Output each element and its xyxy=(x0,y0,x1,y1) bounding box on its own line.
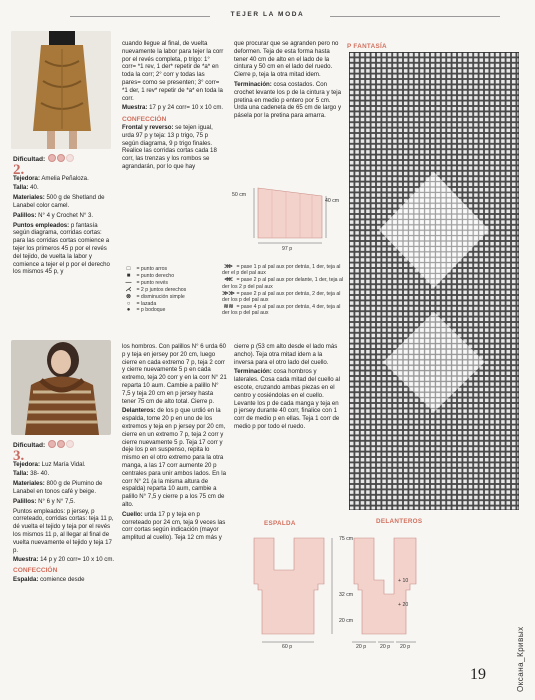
fantasia-title: P FANTASÍA xyxy=(347,43,387,50)
legend-item: ■ = punto derecho xyxy=(122,273,222,279)
instruction-paragraph: Delanteros: de los p que urdió en la espalda, tome 20 p en uno de los extremos y teja en p jersey por 20 cm, cierre en un extremo 7 p, teja 2 corr y cierre nuevamente 5 p. Teja 17 corr y deje los p en suspenso, repita lo mismo en el otro extremo para la otra manga, a las 17 corr aumente 20 p centrales para unir ambos lados. En la corr N° 21 (a la misma altura de espalda) reparta 10 aum, cambie a palillo N° 7,5 y cierre p a los 75 cm de alto. xyxy=(122,407,226,508)
stitch-symbol-icon: ≋≋ xyxy=(223,303,234,310)
instruction-paragraph: Palillos: N° 4 y Crochet N° 3. xyxy=(13,211,94,219)
instruction-paragraph: cuando llegue al final, de vuelta nuevamente la labor para tejer la corr por el revés completa, p trigo: 1° corr= *1 rev, 1 der* repetir de *a* en toda la corr; 2° corr y todas las pares= como se presenten; 3° corr= *1 der, 1 rev* repetir de *a* en toda la corr. xyxy=(122,40,224,102)
stitch-symbol-icon: ⋘ xyxy=(224,277,233,284)
instruction-paragraph: que procurar que se agranden pero no deformen. Teja de esta forma hasta tener 40 cm de alto en el lado de la cintura y 50 cm en el lado del ruedo. Cierre p, teja la otra mitad idem. xyxy=(234,40,339,79)
difficulty-row: Dificultad: xyxy=(13,440,116,450)
confeccion-title: CONFECCIÓN xyxy=(122,116,167,124)
difficulty-dot-icon xyxy=(48,154,56,162)
page-header xyxy=(0,0,535,26)
espalda-label: ESPALDA xyxy=(264,520,296,527)
legend-item: ● = p bodoque xyxy=(122,307,222,313)
pattern-number: 2. xyxy=(13,161,25,178)
header-title: TEJER LA MODA xyxy=(230,11,305,18)
instruction-paragraph: Puntos empleados: p fantasía según diagrama, corridas cortas: para las corridas cortas comience a tejer los primeros 45 p por el revés del tejido, de vuelta la labor y comience a tejer el p por el derecho los mismos 45 p, y xyxy=(13,221,110,276)
pattern-2-block: Dificultad: 3. Tejedora: Luz María Vidal. Talla: 38- 40. Materiales: 800 g de Piumino de Lanabel en tonos café y beige. Palillos: N° 6 y N° 7,5. Puntos empleados: p jersey, p correteado, corridas cortas: teja 11 p, dé vuelta el tejido y teja por el revés los mismos 11 p, al llegar al final de vuelta nuevamente el tejido y teja 17 p. Muestra: 14 p y 20 corr= 10 x 10 cm. CONFECCIÓN Espalda: comience desde xyxy=(13,442,115,583)
difficulty-dot-icon xyxy=(66,154,74,162)
instruction-paragraph: Terminación: cosa costados. Con crochet levante los p de la cintura y teja pretina en medio p entero por 5 cm. Urda una cadeneta de 65 cm de largo y pásela por la pretina para amarra. xyxy=(234,80,342,120)
instruction-paragraph: Palillos: N° 6 y N° 7,5. xyxy=(13,497,76,505)
instruction-paragraph: Tejedora: Amelia Peñaloza. xyxy=(13,174,89,182)
difficulty-dot-icon xyxy=(48,440,56,448)
dim-32cm: 32 cm xyxy=(339,592,354,598)
instruction-paragraph: Talla: 40. xyxy=(13,184,39,192)
instruction-paragraph: cierre p (53 cm alto desde el lado más ancho). Teja otra mitad idem a la inversa para el otro lado del cuello. xyxy=(234,343,338,366)
dim-20p-c: 20 p xyxy=(400,644,411,650)
column-2-bottom xyxy=(122,343,228,544)
stitch-symbol-icon: ⊗ xyxy=(125,293,132,300)
confeccion-title: CONFECCIÓN xyxy=(13,567,58,575)
instruction-paragraph: Cuello: urda 17 p y teja en p correteado por 24 cm, teja 9 veces las corr cortas según indicación (mayor amplitud al cuello). Teja 12 cm más y xyxy=(122,510,226,542)
instruction-paragraph: Materiales: 500 g de Shetland de Lanabel color camel. xyxy=(13,194,105,209)
stitch-symbol-icon: ■ xyxy=(126,272,131,279)
page-number: 19 xyxy=(470,666,486,683)
dim-20p-a: 20 p xyxy=(356,644,367,650)
skirt-dim-right: 40 cm xyxy=(325,198,340,204)
instruction-paragraph: Materiales: 800 g de Piumino de Lanabel en tonos café y beige. xyxy=(13,480,103,495)
legend-item: ○ = lazada xyxy=(122,301,222,307)
fantasia-chart xyxy=(349,52,519,510)
pattern-1-text xyxy=(13,175,113,277)
cable-legend xyxy=(222,264,344,317)
dim-plus20: + 20 xyxy=(398,602,409,608)
legend-item: □ = punto arros xyxy=(122,266,222,272)
garment-diagrams xyxy=(238,530,438,660)
stitch-chart-grid xyxy=(349,52,519,510)
instruction-paragraph: Tejedora: Luz María Vidal. xyxy=(13,460,86,468)
instruction-paragraph: Terminación: cosa hombros y laterales. Cosa cada mitad del cuello al escote, cruzando ambas piezas en el centro y cosiéndolas en el cuello. Levante los p de cada manga y teja en p jersey durante 40 corr, finalice con 1 corr de medio p en ellas. Teja 1 corr de medio p por todo el ruedo. xyxy=(234,368,341,430)
cable-legend-item: ⋘ = pase 2 p al pal aux por delante, 1 der, teja al der los 2 p del pal aux xyxy=(222,277,344,290)
stitch-symbol-icon: ≫≫ xyxy=(222,290,235,297)
cable-legend-item: ⋙ = pase 1 p al pal aux por detrás, 1 der, teja al der el p del pal aux xyxy=(222,264,341,277)
skirt-diagram xyxy=(222,186,342,258)
instruction-paragraph: Muestra: 14 p y 20 corr= 10 x 10 cm. xyxy=(13,556,115,564)
legend-item: ⋌ = 2 p juntos derechos xyxy=(122,287,222,293)
instruction-paragraph: Frontal y reverso: se tejen igual, urda 97 p y teja: 13 p trigo, 75 p según diagrama, 9 p trigo finales. Realice las corridas cortas cada 18 corr, las trenzas y los rombos se agrandarán, por lo que hay xyxy=(122,123,217,170)
instruction-paragraph: los hombros. Con palillos N° 6 urda 60 p y teja en jersey por 20 cm, luego cierre en cada extremo 7 p, teja 2 corr y cierre nuevamente 5 p en cada extremo, teja 20 corr y en la corr N° 21 reparta 10 aum. Cambie a palillo N° 7,5 y teja 20 cm en p jersey hasta tener 75 cm de alto total. Cierre p. xyxy=(122,343,227,405)
instruction-paragraph: Muestra: 17 p y 24 corr= 10 x 10 cm. xyxy=(122,104,224,112)
pattern-2-text xyxy=(13,461,116,565)
difficulty-row: Dificultad: xyxy=(13,154,113,164)
skirt-dim-bottom: 97 p xyxy=(282,246,293,252)
cable-legend-item: ≫≫ = pase 2 p al pal aux por detrás, 2 der, teja al der los p del pal aux xyxy=(222,290,341,304)
legend-item: — = punto revés xyxy=(122,280,222,286)
column-3-bottom xyxy=(234,343,342,433)
cable-legend-item: ≋≋ = pase 4 p al pal aux por detrás, 4 der, teja al der los p del pal aux xyxy=(222,303,341,317)
stitch-symbol-icon: □ xyxy=(126,266,131,272)
stitch-legend xyxy=(122,266,222,314)
watermark: Оксана_Кривых xyxy=(516,626,525,692)
instruction-paragraph: Puntos empleados: p jersey, p correteado, corridas cortas: teja 11 p, dé vuelta el tejido y teja por el revés los mismos 11 p, al llegar al final de vuelta nuevamente el tejido y teja 17 p. xyxy=(13,507,114,554)
difficulty-dot-icon xyxy=(57,154,65,162)
column-2-top xyxy=(122,40,225,173)
difficulty-dot-icon xyxy=(66,440,74,448)
dim-20cm: 20 cm xyxy=(339,618,354,624)
header-rule-right xyxy=(330,16,500,17)
column-3-top xyxy=(234,40,342,122)
stitch-symbol-icon: ○ xyxy=(126,300,131,307)
skirt-dim-left: 50 cm xyxy=(232,192,247,198)
delanteros-label: DELANTEROS xyxy=(376,518,423,525)
pattern-number: 3. xyxy=(13,447,25,464)
dim-20p-b: 20 p xyxy=(380,644,391,650)
stitch-symbol-icon: ⋌ xyxy=(125,286,132,293)
legend-item: ⊗ = disminución simple xyxy=(122,294,222,300)
sweater-photo xyxy=(11,340,111,435)
difficulty-dot-icon xyxy=(57,440,65,448)
dim-75cm: 75 cm xyxy=(339,536,354,542)
stitch-symbol-icon: — xyxy=(125,279,132,286)
stitch-symbol-icon: ⋙ xyxy=(224,264,233,270)
dim-plus10: + 10 xyxy=(398,578,409,584)
skirt-photo xyxy=(11,31,111,149)
pattern-1-block xyxy=(13,154,113,278)
stitch-symbol-icon: ● xyxy=(126,307,131,314)
instruction-paragraph: Talla: 38- 40. xyxy=(13,470,50,478)
dim-60p: 60 p xyxy=(282,644,293,650)
